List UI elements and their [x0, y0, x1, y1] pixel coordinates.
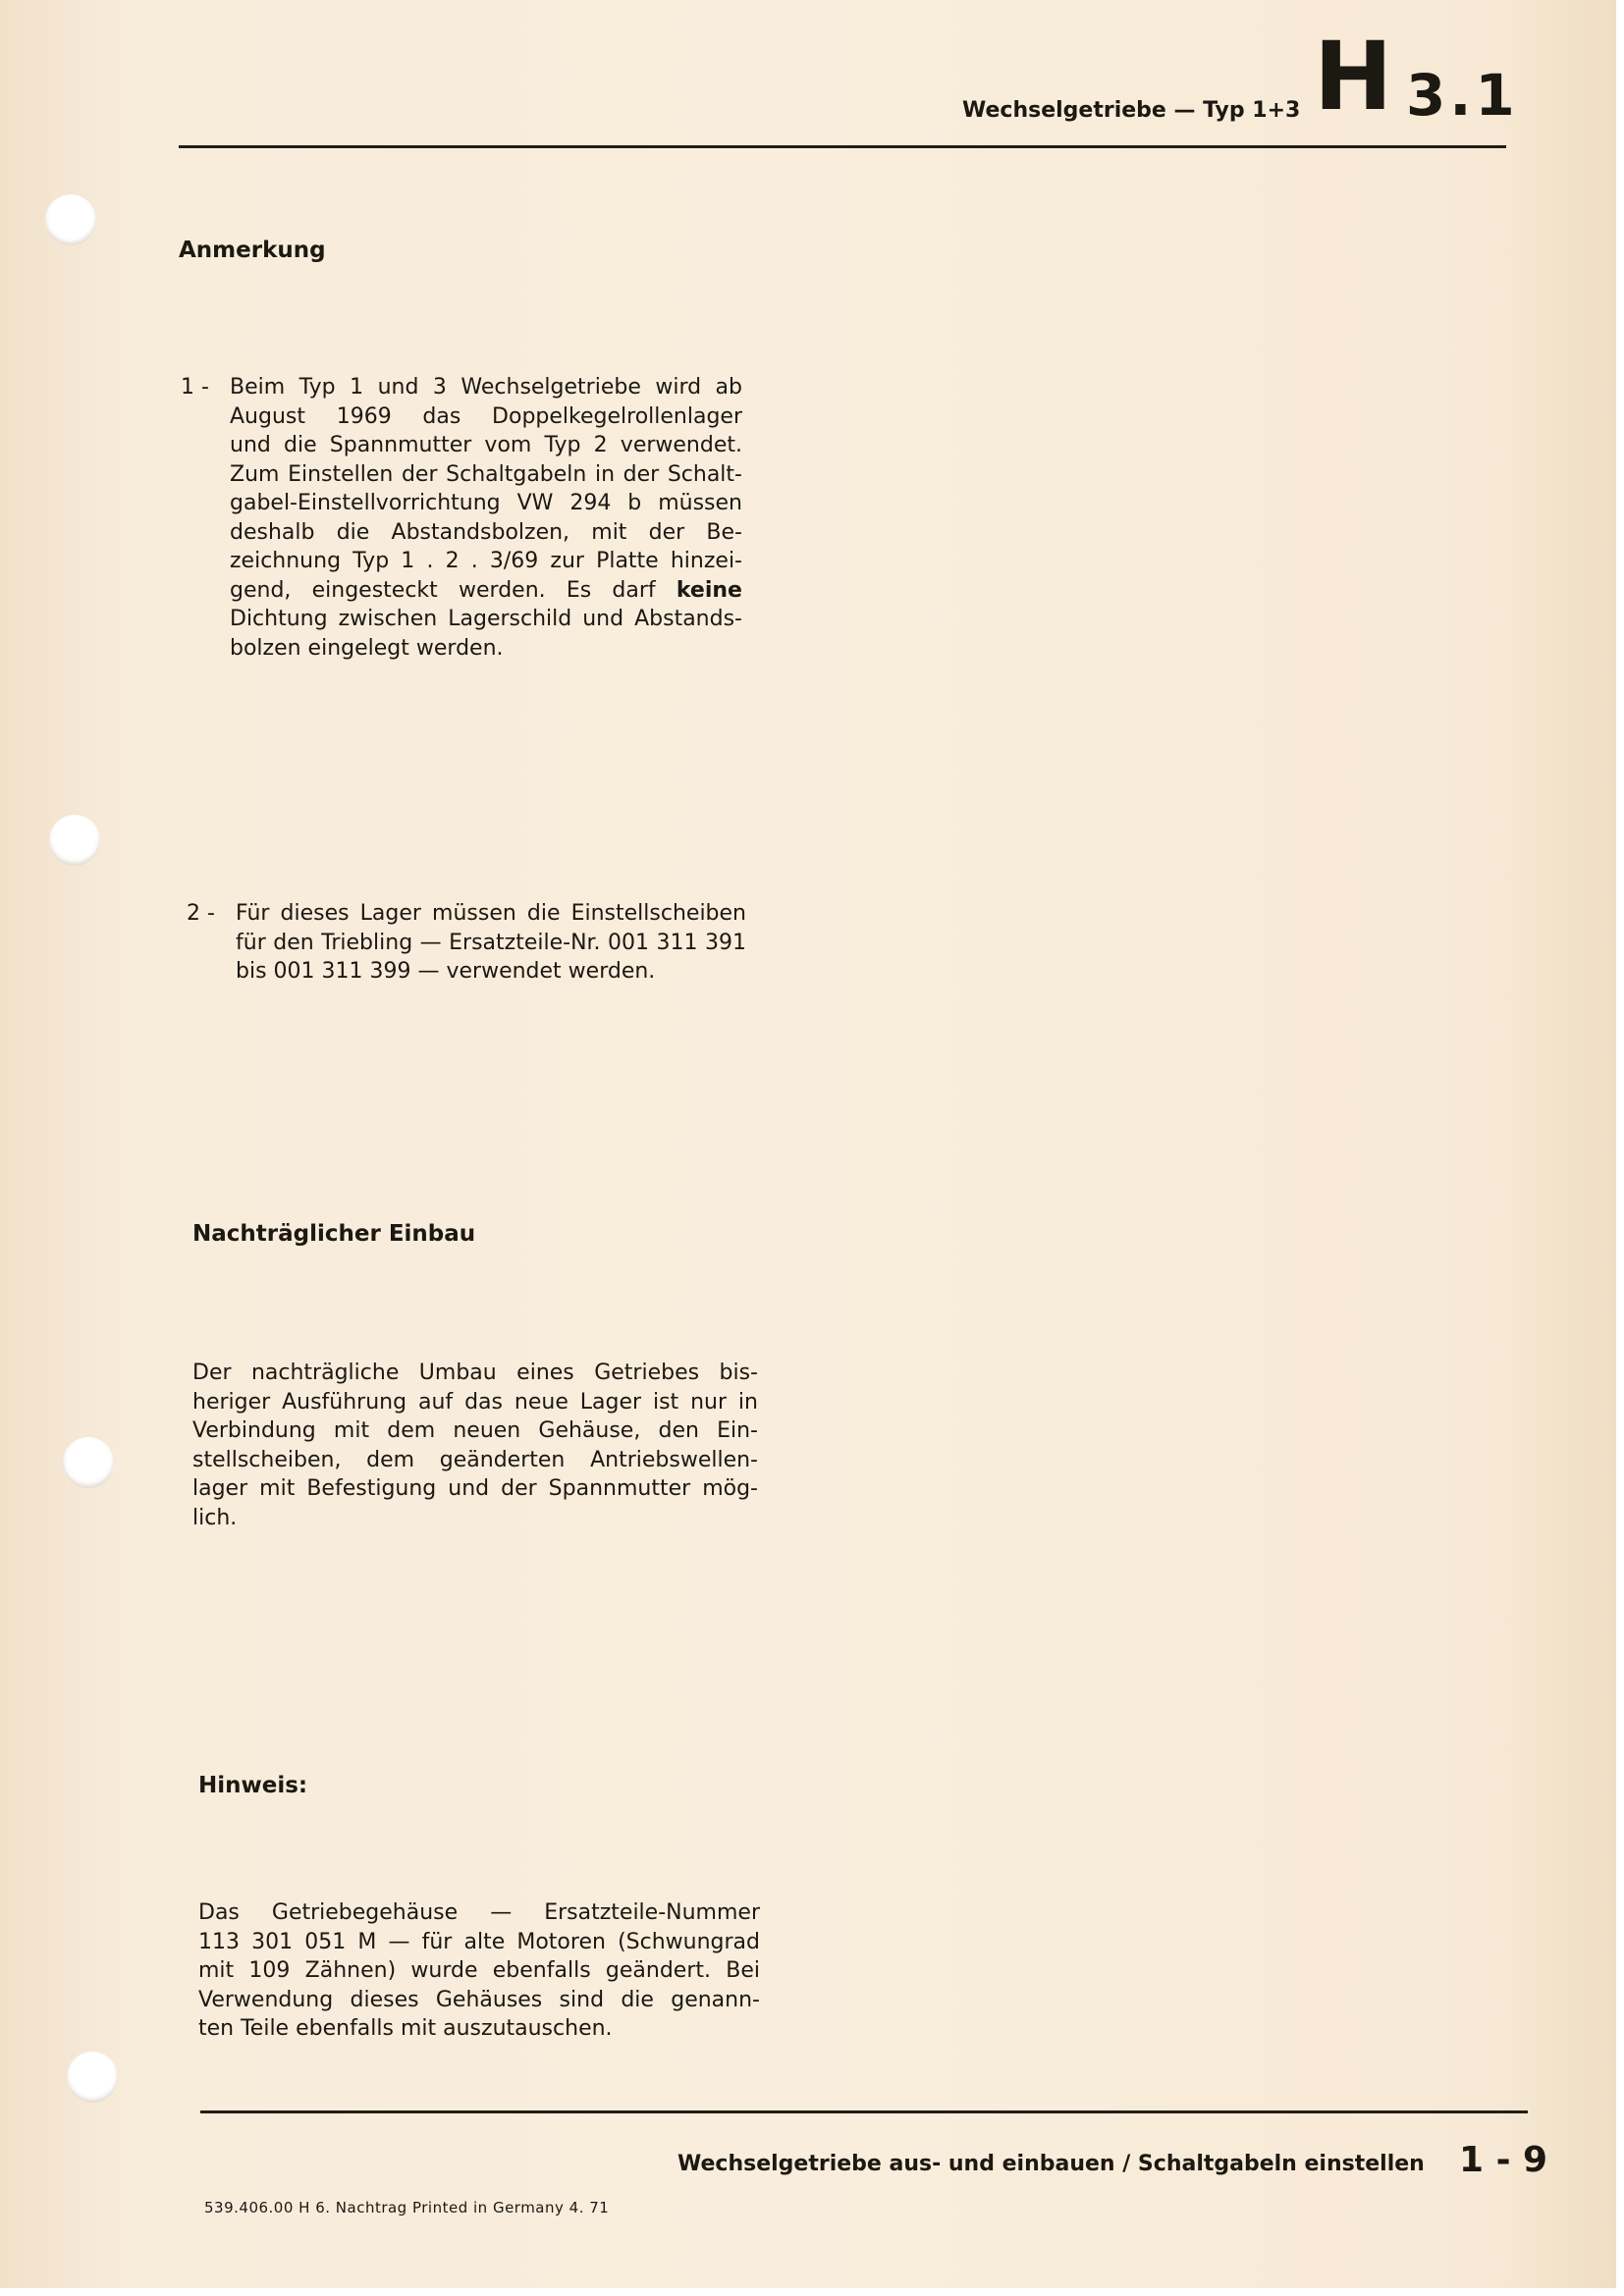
emphasis-word: keine [676, 577, 742, 603]
hint-text [198, 1898, 760, 2044]
print-info: 539.406.00 H 6. Nachtrag Printed in Germany 4. 71 [204, 2199, 610, 2216]
page-number: 1 - 9 [1459, 2140, 1548, 2180]
note-heading: Anmerkung [179, 238, 326, 263]
header-title: Wechselgetriebe — Typ 1+3 [962, 98, 1301, 123]
retrofit-text [192, 1359, 758, 1532]
text-line: mit 109 Zähnen) wurde ebenfalls geändert. Bei [198, 1958, 760, 1983]
header-rule [179, 145, 1506, 148]
hint-heading: Hinweis: [198, 1773, 308, 1798]
text-line: Zum Einstellen der Schaltgabeln in der Schalt- [230, 461, 742, 487]
punch-hole [49, 815, 100, 866]
text-line: heriger Ausführung auf das neue Lager ist nur in [192, 1389, 758, 1415]
text-line: Verbindung mit dem neuen Gehäuse, den Ein- [192, 1418, 758, 1443]
text-line-with-emphasis [230, 576, 742, 606]
text-line: Verwendung dieses Gehäuses sind die genann- [198, 1987, 760, 2012]
text-line: Für dieses Lager müssen die Einstellscheiben [236, 901, 746, 926]
text-line: bis 001 311 399 — verwendet werden. [236, 959, 656, 984]
text-line: ten Teile ebenfalls mit auszutauschen. [198, 2016, 613, 2041]
punch-hole [63, 1437, 114, 1488]
punch-hole [45, 194, 96, 245]
text-line: zeichnung Typ 1 . 2 . 3/69 zur Platte hinzei- [230, 549, 742, 573]
text-line: 113 301 051 M — für alte Motoren (Schwungrad [198, 1929, 760, 1954]
text-line: Das Getriebegehäuse — Ersatzteile-Nummer [198, 1900, 760, 1925]
text-line: Der nachträgliche Umbau eines Getriebes bis- [192, 1361, 758, 1385]
item-2-text [236, 899, 746, 987]
text-line: stellscheiben, dem geänderten Antriebswellen- [192, 1447, 758, 1472]
item-1-text [230, 373, 742, 663]
section-number: 3.1 [1406, 62, 1519, 129]
footer-title: Wechselgetriebe aus- und einbauen / Schaltgabeln einstellen [677, 2152, 1425, 2176]
punch-hole [67, 2052, 118, 2103]
item-1-number: 1 - [181, 375, 209, 400]
text-line: gabel-Einstellvorrichtung VW 294 b müssen [230, 491, 742, 515]
section-letter: H [1314, 22, 1393, 132]
text-line: für den Triebling — Ersatzteile-Nr. 001 311 391 [236, 930, 746, 955]
page-edge [1616, 0, 1624, 2296]
text-line: Dichtung zwischen Lagerschild und Abstands- [230, 607, 742, 631]
text-line: lager mit Befestigung und der Spannmutter mög- [192, 1476, 758, 1501]
text-line: August 1969 das Doppelkegelrollenlager [230, 403, 742, 429]
item-2-number: 2 - [187, 901, 215, 926]
text-line: gend, eingesteckt werden. Es darf [230, 577, 656, 603]
page-edge [0, 2288, 1624, 2296]
text-line: lich. [192, 1505, 238, 1530]
text-line: Beim Typ 1 und 3 Wechselgetriebe wird ab [230, 375, 742, 400]
footer-rule [200, 2110, 1528, 2113]
retrofit-heading: Nachträglicher Einbau [192, 1221, 476, 1247]
text-line: bolzen eingelegt werden. [230, 635, 504, 661]
text-line: und die Spannmutter vom Typ 2 verwendet. [230, 433, 742, 457]
text-line: deshalb die Abstandsbolzen, mit der Be- [230, 519, 742, 545]
